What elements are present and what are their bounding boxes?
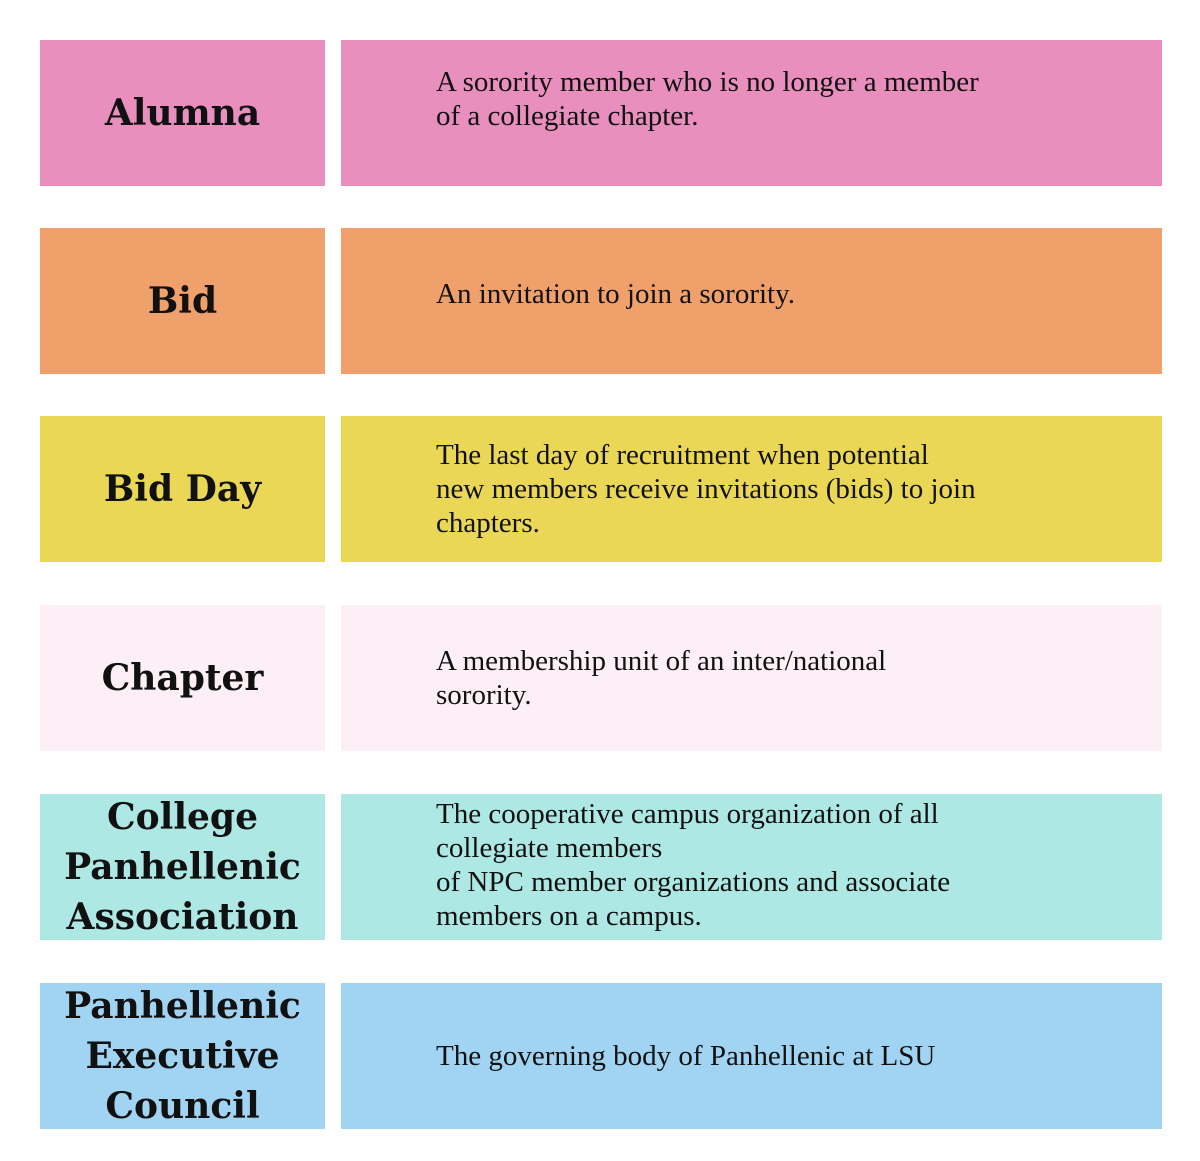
definition-text: The cooperative campus organization of all collegiate members of NPC member organizations and associate members on a campus. <box>436 797 951 932</box>
glossary-row-bid <box>40 228 1162 374</box>
definition-cell <box>341 416 1162 562</box>
term-cell <box>40 416 325 562</box>
glossary-row-chapter <box>40 605 1162 751</box>
term-label: Bid <box>147 280 218 322</box>
term-cell <box>40 228 325 374</box>
term-cell <box>40 794 325 940</box>
definition-cell <box>341 228 1162 374</box>
glossary-row-college-panhellenic-association <box>40 794 1162 940</box>
definition-cell <box>341 40 1162 186</box>
glossary-row-bid-day <box>40 416 1162 562</box>
definition-cell <box>341 605 1162 751</box>
term-cell <box>40 983 325 1129</box>
definition-text: A membership unit of an inter/national sorority. <box>436 645 887 711</box>
definition-text: The governing body of Panhellenic at LSU <box>436 1040 936 1072</box>
term-label: College Panhellenic Association <box>64 796 301 938</box>
definition-text: An invitation to join a sorority. <box>436 278 795 310</box>
definition-text: A sorority member who is no longer a member of a collegiate chapter. <box>436 66 979 132</box>
term-cell <box>40 40 325 186</box>
definition-cell <box>341 794 1162 940</box>
definition-text: The last day of recruitment when potential new members receive invitations (bids) to join chapters. <box>436 439 976 539</box>
glossary-row-panhellenic-executive-council <box>40 983 1162 1129</box>
term-label: Alumna <box>104 92 261 134</box>
glossary-row-alumna <box>40 40 1162 186</box>
definition-cell <box>341 983 1162 1129</box>
term-label: Chapter <box>101 657 264 699</box>
term-cell <box>40 605 325 751</box>
term-label: Panhellenic Executive Council <box>64 985 301 1127</box>
term-label: Bid Day <box>103 468 262 510</box>
